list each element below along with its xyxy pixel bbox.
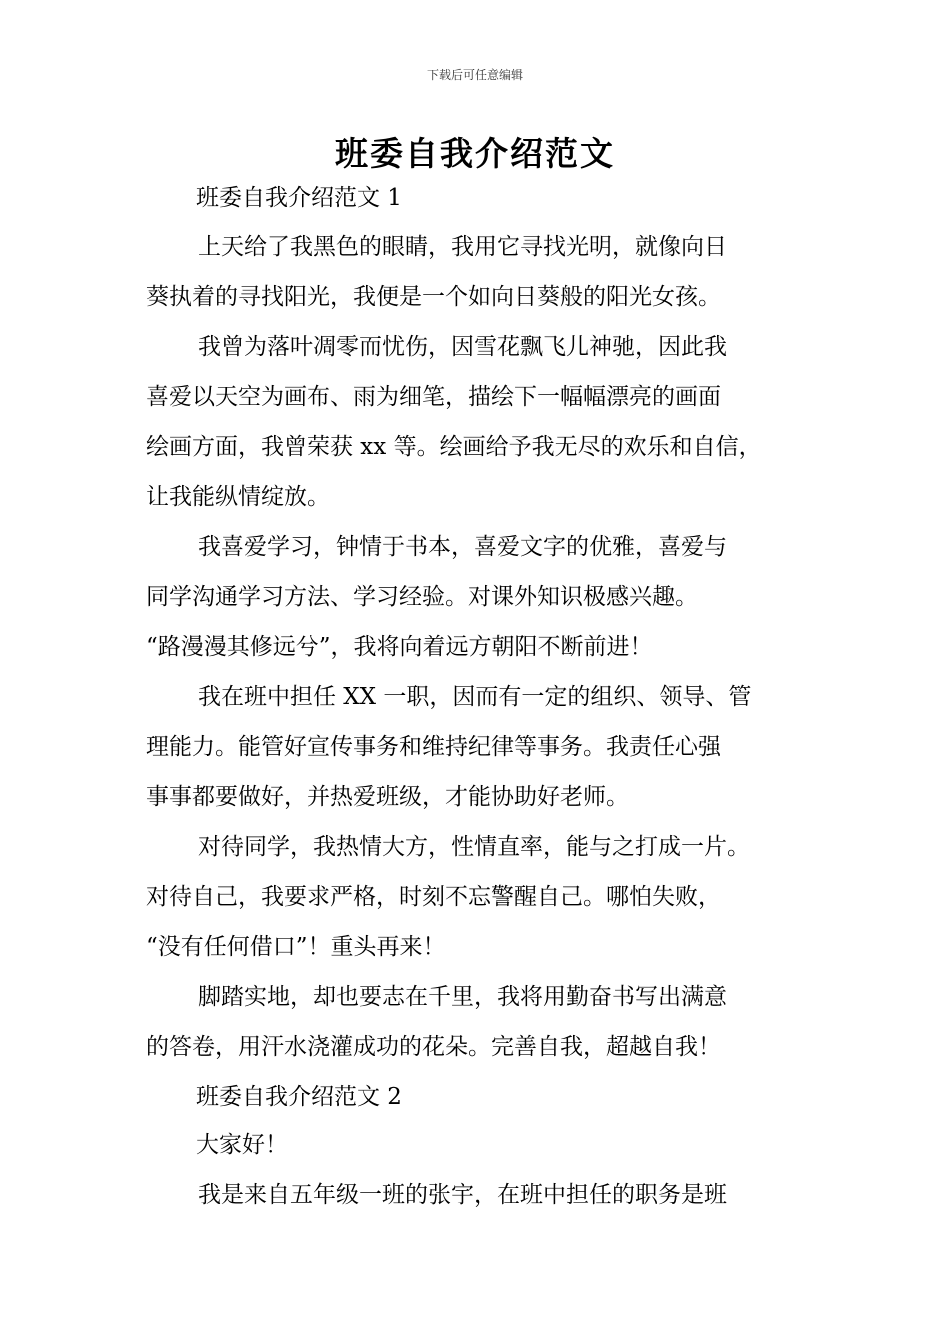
paragraph-line: 我喜爱学习，钟情于书本，喜爱文字的优雅，喜爱与 [198,534,727,560]
paragraph-line: 对待同学，我热情大方，性情直率，能与之打成一片。 [198,834,750,860]
paragraph-line: 理能力。能管好宣传事务和维持纪律等事务。我责任心强 [146,734,721,760]
paragraph-line: 葵执着的寻找阳光，我便是一个如向日葵般的阳光女孩。 [146,284,721,310]
paragraph-line: 绘画方面，我曾荣获 xx 等。绘画给予我无尽的欢乐和自信， [146,434,762,460]
paragraph-line: 的答卷，用汗水浇灌成功的花朵。完善自我，超越自我！ [146,1034,721,1060]
paragraph-line: 事事都要做好，并热爱班级，才能协助好老师。 [146,784,629,810]
paragraph-line: 脚踏实地，却也要志在千里，我将用勤奋书写出满意 [198,984,727,1010]
paragraph-line: “路漫漫其修远兮”，我将向着远方朝阳不断前进！ [146,634,653,660]
paragraph-line: 让我能纵情绽放。 [146,484,330,510]
paragraph-line: 上天给了我黑色的眼睛，我用它寻找光明，就像向日 [198,234,727,260]
paragraph-line: 同学沟通学习方法、学习经验。对课外知识极感兴趣。 [146,584,698,610]
section-heading-2: 班委自我介绍范文 2 [196,1084,402,1110]
page-header-note: 下载后可任意编辑 [426,68,523,82]
paragraph-line: 喜爱以天空为画布、雨为细笔，描绘下一幅幅漂亮的画面 [146,384,721,410]
paragraph-line: 对待自己，我要求严格，时刻不忘警醒自己。哪怕失败， [146,884,721,910]
section-heading-1: 班委自我介绍范文 1 [196,185,402,211]
paragraph-line: 我曾为落叶凋零而忧伤，因雪花飘飞儿神驰，因此我 [198,334,727,360]
paragraph-line: 我是来自五年级一班的张宇，在班中担任的职务是班 [198,1182,727,1208]
paragraph-line: 大家好！ [196,1132,288,1158]
paragraph-line: 我在班中担任 XX 一职，因而有一定的组织、领导、管 [198,684,752,710]
document-title: 班委自我介绍范文 [335,134,615,173]
paragraph-line: “没有任何借口”！重头再来！ [146,934,446,960]
